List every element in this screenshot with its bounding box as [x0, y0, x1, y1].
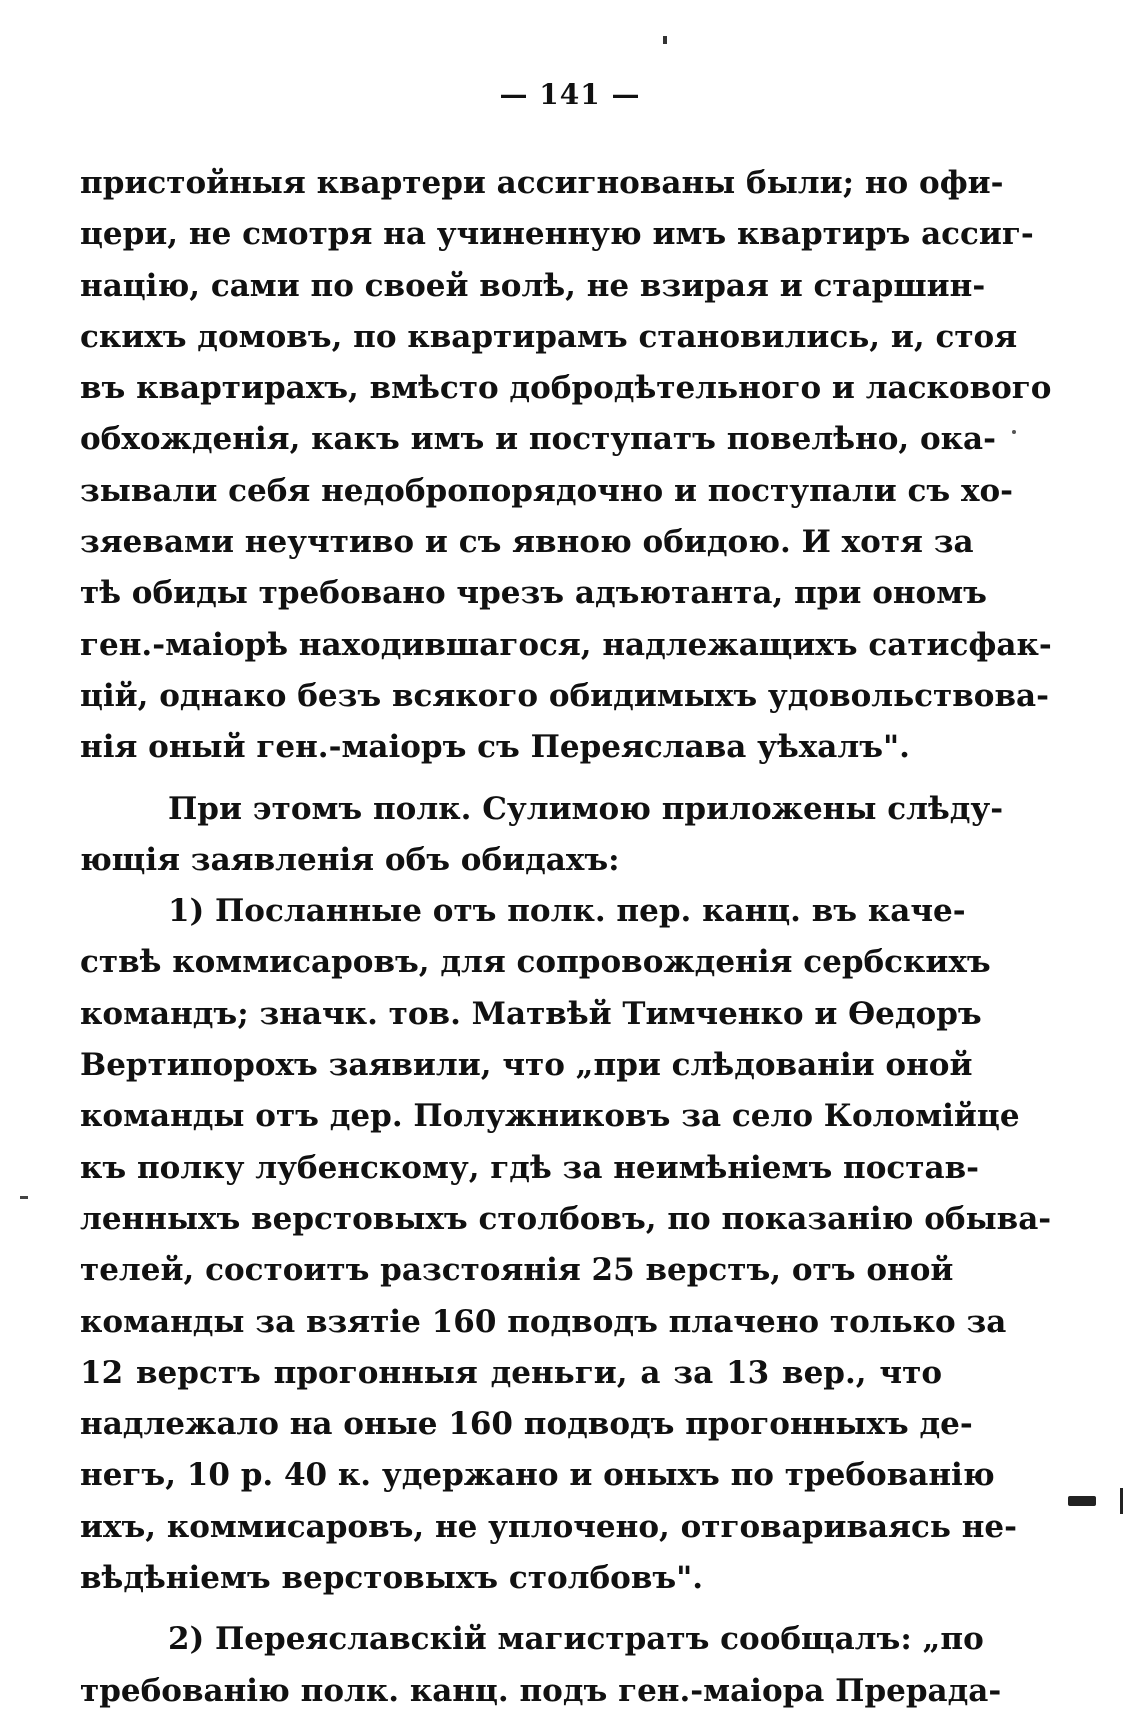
text-line: ющія заявленія объ обидахъ: — [80, 841, 620, 878]
paragraph-1 — [80, 158, 1052, 774]
paragraph-2 — [80, 784, 1004, 887]
text-line: командъ; значк. тов. Матвѣй Тимченко и Өедоръ — [80, 995, 982, 1032]
text-line: требованію полк. канц. подъ ген.-маіора Прерада- — [80, 1672, 1002, 1709]
text-line: цери, не смотря на учиненную имъ квартиръ ассиг- — [80, 216, 1034, 253]
text-line: При этомъ полк. Сулимою приложены слѣду- — [168, 790, 1004, 827]
text-line: ленныхъ верстовыхъ столбовъ, по показанію обыва- — [80, 1200, 1052, 1237]
text-line: 12 верстъ прогонныя деньги, а за 13 вер., что — [80, 1354, 942, 1391]
text-line: пристойныя квартери ассигнованы были; но офи- — [80, 165, 1004, 201]
text-line: въ квартирахъ, вмѣсто добродѣтельного и ласкового — [80, 370, 1052, 407]
text-line: надлежало на оные 160 подводъ прогонныхъ де- — [80, 1406, 973, 1443]
text-body — [80, 158, 1052, 1717]
text-line: тѣ обиды требовано чрезъ адъютанта, при ономъ — [80, 575, 987, 612]
paragraph-3 — [80, 886, 1052, 1604]
text-line: ихъ, коммисаровъ, не уплочено, отговариваясь не- — [80, 1508, 1017, 1545]
margin-tick-mark — [1120, 1488, 1123, 1514]
text-line: зяевами неучтиво и съ явною обидою. И хотя за — [80, 524, 974, 561]
scan-speck — [1012, 430, 1016, 434]
text-line: скихъ домовъ, по квартирамъ становились, и, стоя — [80, 318, 1018, 355]
text-line: ген.-маіорѣ находившагося, надлежащихъ сатисфак- — [80, 626, 1052, 663]
text-line: націю, сами по своей волѣ, не взирая и старшин- — [80, 267, 986, 304]
text-line: нія оный ген.-маіоръ съ Переяслава уѣхалъ". — [80, 729, 910, 766]
text-line: вѣдѣніемъ верстовыхъ столбовъ". — [80, 1560, 704, 1597]
text-line: къ полку лубенскому, гдѣ за неимѣніемъ постав- — [80, 1149, 979, 1186]
text-line: ствѣ коммисаровъ, для сопровожденія сербскихъ — [80, 944, 991, 981]
text-line: телей, состоитъ разстоянія 25 верстъ, отъ оной — [80, 1252, 954, 1289]
page-number: — 141 — — [499, 78, 641, 111]
text-line: команды отъ дер. Полужниковъ за село Коломійце — [80, 1098, 1020, 1135]
text-line: 2) Переяславскій магистратъ сообщалъ: „по — [168, 1621, 984, 1658]
text-line: цій, однако безъ всякого обидимыхъ удовольствова- — [80, 677, 1049, 714]
text-line: зывали себя недобропорядочно и поступали съ хо- — [80, 472, 1013, 509]
text-line: обхожденія, какъ имъ и поступатъ повелѣно, ока- — [80, 421, 996, 458]
text-line: Вертипорохъ заявили, что „при слѣдованіи оной — [80, 1047, 973, 1084]
scan-speck — [20, 1196, 28, 1199]
scan-speck — [663, 36, 667, 44]
text-line: негъ, 10 р. 40 к. удержано и оныхъ по требованію — [80, 1457, 995, 1494]
text-line: 1) Посланные отъ полк. пер. канц. въ каче- — [168, 893, 966, 930]
margin-bracket-mark — [1068, 1496, 1096, 1506]
text-line: команды за взятіе 160 подводъ плачено только за — [80, 1303, 1007, 1340]
paragraph-4 — [80, 1614, 1002, 1717]
